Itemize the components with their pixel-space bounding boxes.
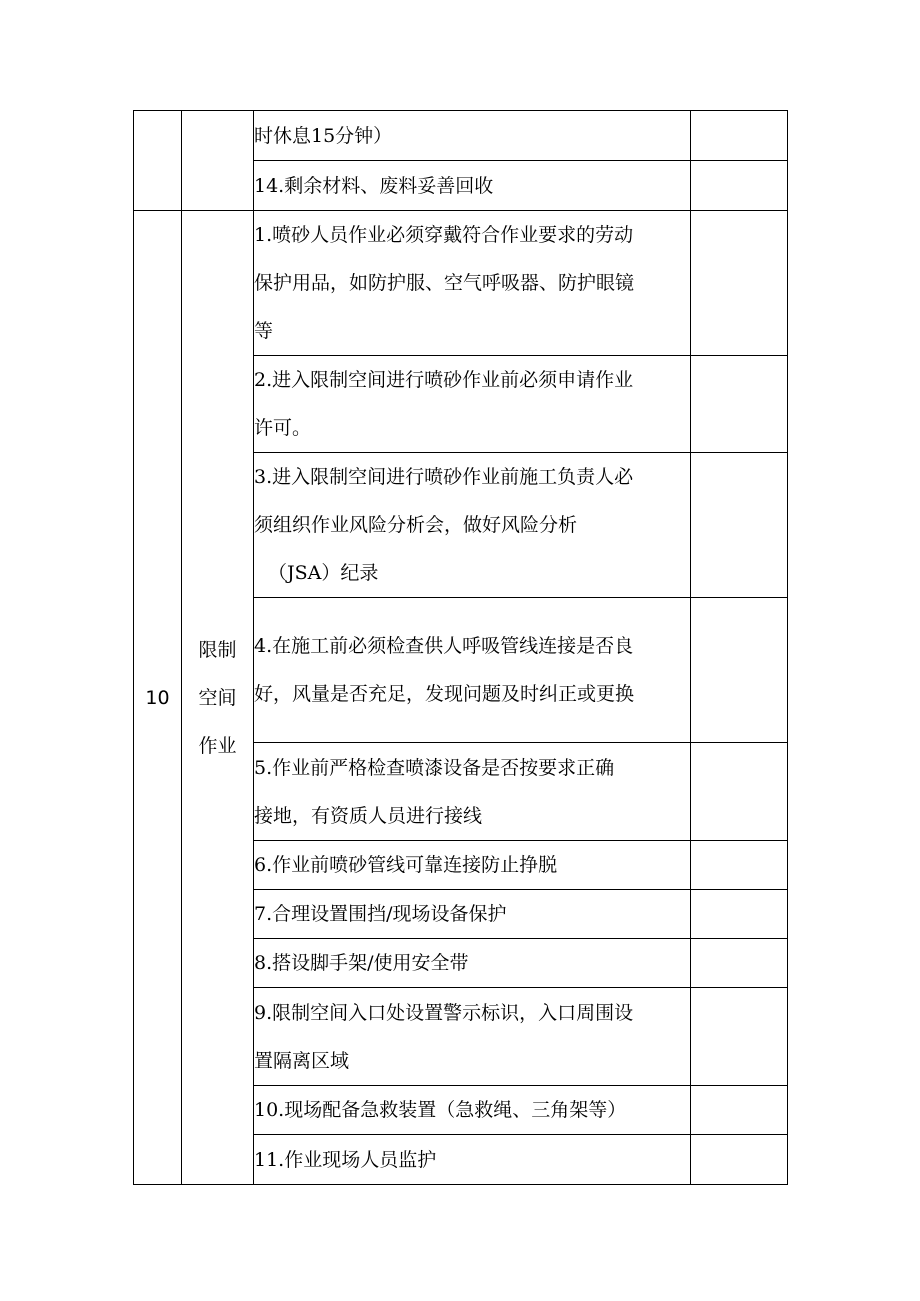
section-number: 10: [134, 211, 182, 1185]
check-cell[interactable]: [691, 111, 788, 161]
check-cell[interactable]: [691, 211, 788, 356]
checklist-item: [254, 356, 691, 453]
item-line: 好，风量是否充足，发现问题及时纠正或更换: [254, 683, 635, 705]
item-line: 7.合理设置围挡/现场设备保护: [254, 903, 507, 925]
category-line: 限制: [198, 638, 237, 661]
item-line: 14.剩余材料、废料妥善回收: [254, 174, 494, 197]
check-cell[interactable]: [691, 453, 788, 598]
item-line: 等: [254, 320, 274, 342]
section-number-cell-empty: [134, 111, 182, 211]
item-line: 接地，有资质人员进行接线: [254, 804, 483, 827]
item-line: （JSA）纪录: [268, 562, 379, 584]
category-line: 作业: [198, 734, 237, 757]
checklist-item: [254, 453, 691, 598]
check-cell[interactable]: [691, 890, 788, 939]
checklist-item: [254, 1086, 691, 1135]
checklist-item: [254, 111, 691, 161]
checklist-item: [254, 939, 691, 988]
item-line: 保护用品，如防护服、空气呼吸器、防护眼镜: [254, 272, 635, 294]
category-line: 空间: [198, 686, 237, 709]
check-cell[interactable]: [691, 598, 788, 743]
item-line: 10.现场配备急救装置（急救绳、三角架等）: [254, 1099, 627, 1121]
check-cell[interactable]: [691, 841, 788, 890]
check-cell[interactable]: [691, 1086, 788, 1135]
item-line: 5.作业前严格检查喷漆设备是否按要求正确: [254, 756, 615, 779]
check-cell[interactable]: [691, 161, 788, 211]
item-line: 4.在施工前必须检查供人呼吸管线连接是否良: [254, 635, 634, 657]
checklist-item: [254, 598, 691, 743]
category-cell-empty: [182, 111, 254, 211]
item-line: 9.限制空间入口处设置警示标识，入口周围设: [254, 1001, 634, 1024]
check-cell[interactable]: [691, 939, 788, 988]
checklist-item: [254, 1135, 691, 1185]
item-line: 3.进入限制空间进行喷砂作业前施工负责人必: [254, 466, 634, 488]
item-line: 时休息15分钟）: [254, 124, 393, 147]
table-row: [134, 211, 788, 356]
checklist-item: [254, 161, 691, 211]
checklist-item: [254, 988, 691, 1086]
item-line: 2.进入限制空间进行喷砂作业前必须申请作业: [254, 369, 634, 391]
item-line: 6.作业前喷砂管线可靠连接防止挣脱: [254, 854, 558, 876]
item-line: 1.喷砂人员作业必须穿戴符合作业要求的劳动: [254, 224, 634, 246]
item-line: 置隔离区域: [254, 1049, 350, 1072]
check-cell[interactable]: [691, 1135, 788, 1185]
check-cell[interactable]: [691, 988, 788, 1086]
item-line: 11.作业现场人员监护: [254, 1148, 437, 1171]
item-line: 许可。: [254, 417, 312, 439]
checklist-item: [254, 743, 691, 841]
item-line: 8.搭设脚手架/使用安全带: [254, 952, 469, 974]
check-cell[interactable]: [691, 743, 788, 841]
section-category: [182, 211, 254, 1185]
check-cell[interactable]: [691, 356, 788, 453]
item-line: 须组织作业风险分析会，做好风险分析: [254, 514, 578, 536]
table-row: [134, 111, 788, 161]
checklist-item: [254, 841, 691, 890]
checklist-item: [254, 211, 691, 356]
safety-checklist-table: [133, 110, 788, 1185]
checklist-item: [254, 890, 691, 939]
